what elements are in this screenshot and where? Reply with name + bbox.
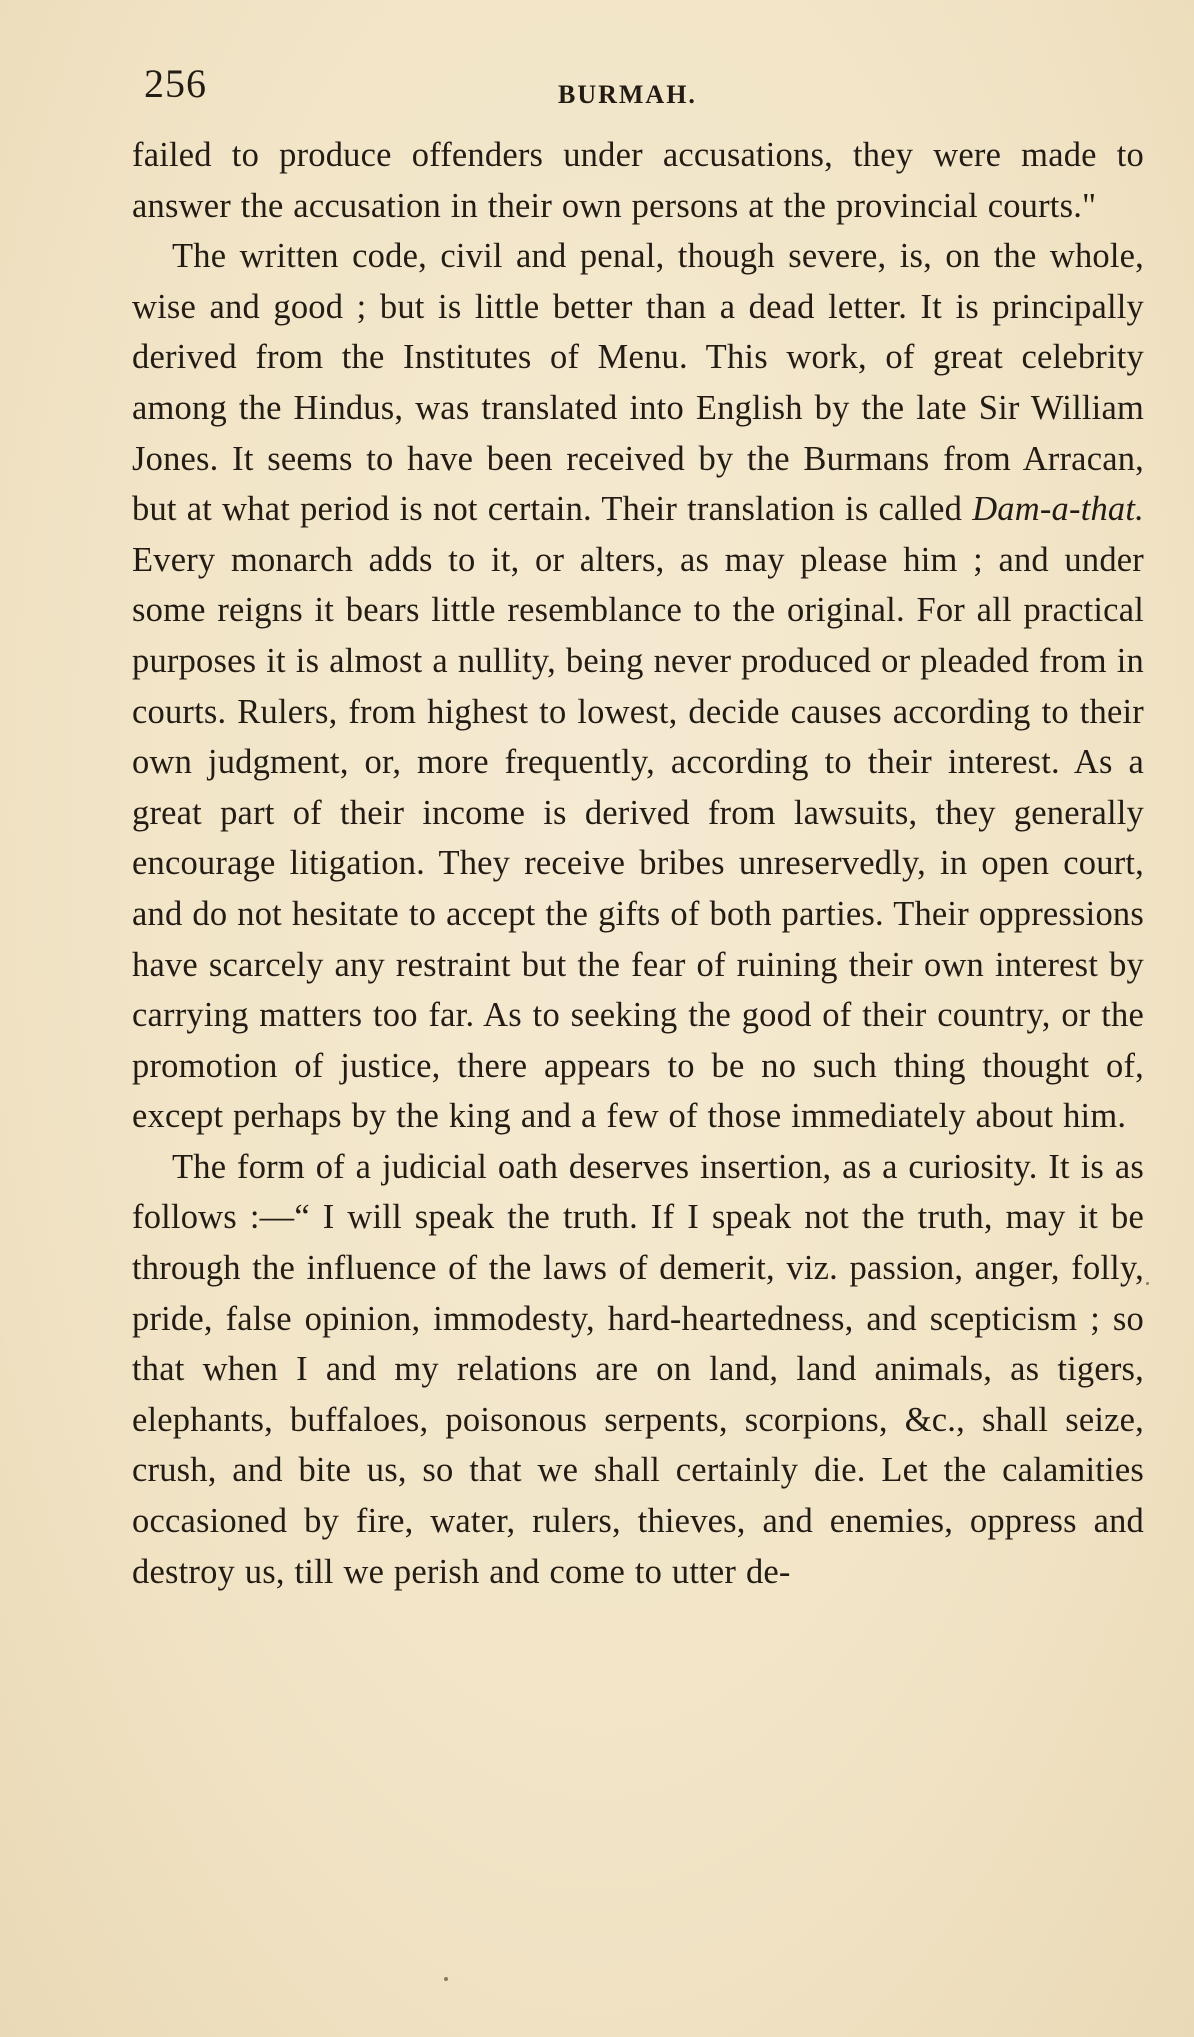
paragraph-1-text: failed to produce offenders under accusations, they were made to answer the accusation in their own persons at the provincial courts.": [132, 136, 1144, 225]
paragraph-2-text-after: Every monarch adds to it, or alters, as may please him ; and under some reigns it bears little resemblance to the original. For all practical purposes it is almost a nullity, being never produced or pleaded from in courts. Rulers, from highest to lowest, decide causes according to their own judgment, or, more frequently, according to their interest. As a great part of their income is derived from lawsuits, they generally encourage litigation. They receive bribes unreservedly, in open court, and do not hesitate to accept the gifts of both parties. Their oppressions have scarcely any restraint but the fear of ruining their own interest by carrying matters too far. As to seeking the good of their country, or the promotion of justice, there appears to be no such thing thought of, except perhaps by the king and a few of those immediately about him.: [132, 540, 1144, 1136]
paragraph-2-text: The written code, civil and penal, though severe, is, on the whole, wise and good ; but is little better than a dead letter. It is principally derived from the Institutes of Menu. This work, of great celebrity among the Hindus, was translated into English by the late Sir William Jones. It seems to have been received by the Burmans from Arracan, but at what period is not certain. Their translation is called: [132, 237, 1144, 529]
page-number: 256: [144, 61, 207, 106]
running-head: BURMAH.: [558, 80, 697, 109]
paragraph-2: [132, 231, 1144, 1142]
paragraph-2-emphasis: Dam-a-that.: [972, 490, 1144, 529]
page-header: [140, 56, 1040, 116]
print-speck: [1146, 1282, 1149, 1285]
print-speck: [444, 1977, 448, 1981]
paragraph-3: [132, 1142, 1144, 1597]
paragraph-3-text: The form of a judicial oath deserves insertion, as a curiosity. It is as follows :—“ I will speak the truth. If I speak not the truth, may it be through the influence of the laws of demerit, viz. passion, anger, folly, pride, false opinion, immodesty, hard-heartedness, and scepticism ; so that when I and my relations are on land, land animals, as tigers, elephants, buffaloes, poisonous serpents, scorpions, &c., shall seize, crush, and bite us, so that we shall certainly die. Let the calamities occasioned by fire, water, rulers, thieves, and enemies, oppress and destroy us, till we perish and come to utter de-: [132, 1147, 1144, 1591]
body-text: [132, 130, 1144, 1597]
paragraph-1: [132, 130, 1144, 231]
